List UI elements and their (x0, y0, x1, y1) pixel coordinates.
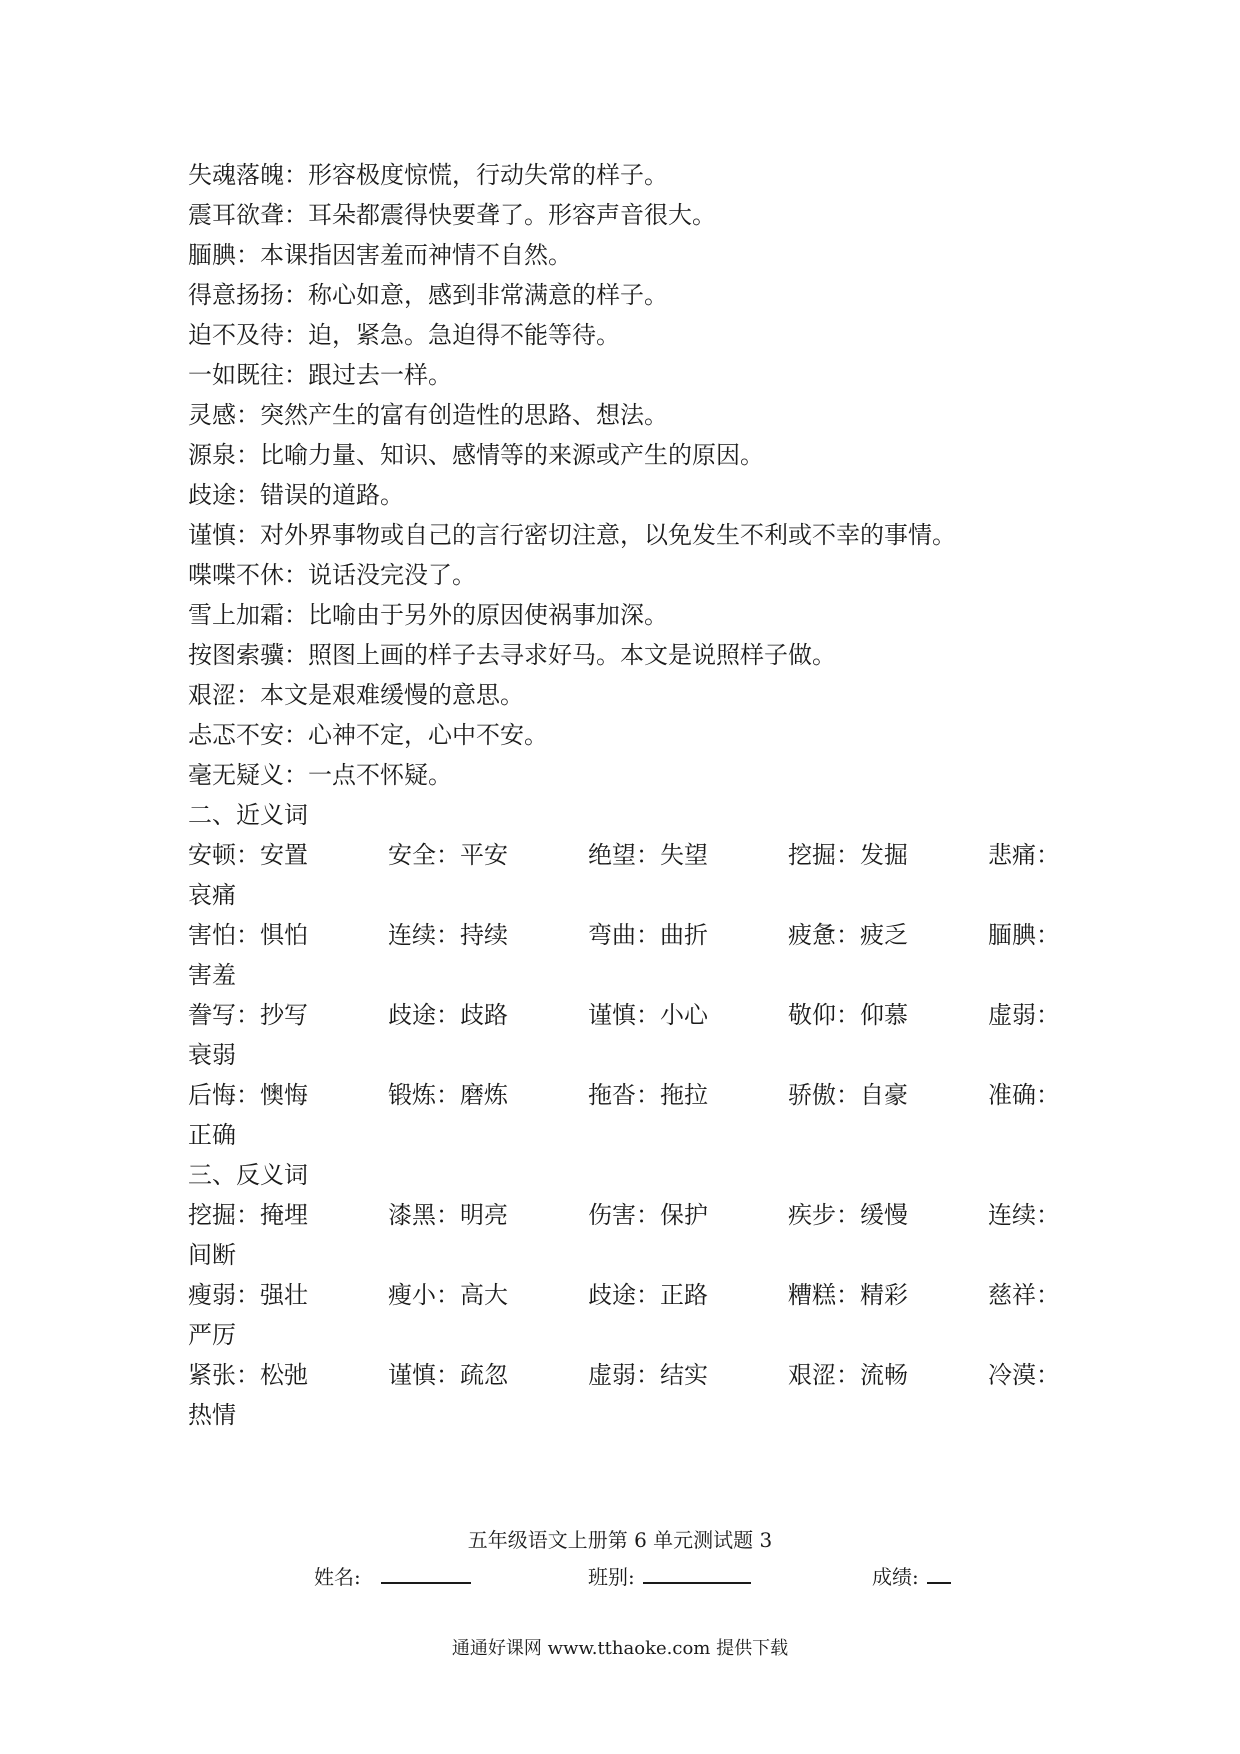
word-pair-continuation: 害羞 (188, 961, 236, 989)
definitions-list (188, 155, 1088, 795)
definition-line: 毫无疑义：一点不怀疑。 (188, 761, 452, 789)
word-pair: 连续： (988, 1201, 1060, 1229)
word-pair: 紧张：松弛 (188, 1361, 308, 1389)
antonyms-heading: 三、反义词 (188, 1161, 308, 1189)
content-body (188, 155, 1088, 1435)
word-pair: 连续：持续 (388, 921, 508, 949)
word-pair: 歧途：歧路 (388, 1001, 508, 1029)
word-pair: 挖掘：掩埋 (188, 1201, 308, 1229)
definition-line: 得意扬扬：称心如意，感到非常满意的样子。 (188, 281, 668, 309)
definition-line: 艰涩：本文是艰难缓慢的意思。 (188, 681, 524, 709)
word-pair: 漆黑：明亮 (388, 1201, 508, 1229)
word-pair-continuation: 热情 (188, 1401, 236, 1429)
word-pair: 誊写：抄写 (188, 1001, 308, 1029)
definition-line: 迫不及待：迫，紧急。急迫得不能等待。 (188, 321, 620, 349)
definition-line: 失魂落魄：形容极度惊慌，行动失常的样子。 (188, 161, 668, 189)
definition-line: 谨慎：对外界事物或自己的言行密切注意，以免发生不利或不幸的事情。 (188, 521, 956, 549)
test-fields (0, 1560, 1240, 1594)
word-pair: 害怕：惧怕 (188, 921, 308, 949)
word-pair-continuation: 严厉 (188, 1321, 236, 1349)
definition-line: 震耳欲聋：耳朵都震得快要聋了。形容声音很大。 (188, 201, 716, 229)
name-label: 姓名: (314, 1565, 361, 1589)
word-pair: 伤害：保护 (588, 1201, 708, 1229)
definition-line: 一如既往：跟过去一样。 (188, 361, 452, 389)
word-pair: 安全：平安 (388, 841, 508, 869)
word-pair: 骄傲：自豪 (788, 1081, 908, 1109)
test-title: 五年级语文上册第 6 单元测试题 3 (467, 1528, 773, 1552)
class-label: 班别: (588, 1565, 635, 1589)
word-pair: 疾步：缓慢 (788, 1201, 908, 1229)
word-pair: 艰涩：流畅 (788, 1361, 908, 1389)
definition-line: 雪上加霜：比喻由于另外的原因使祸事加深。 (188, 601, 668, 629)
antonyms-list (188, 1195, 1088, 1435)
word-pair: 谨慎：小心 (588, 1001, 708, 1029)
synonyms-row (188, 835, 1088, 875)
synonyms-heading: 二、近义词 (188, 801, 308, 829)
word-pair: 安顿：安置 (188, 841, 308, 869)
word-pair-continuation: 间断 (188, 1241, 236, 1269)
word-pair: 虚弱：结实 (588, 1361, 708, 1389)
word-pair: 瘦弱：强壮 (188, 1281, 308, 1309)
antonyms-row (188, 1275, 1088, 1315)
word-pair: 挖掘：发掘 (788, 841, 908, 869)
word-pair: 瘦小：高大 (388, 1281, 508, 1309)
definition-line: 忐忑不安：心神不定，心中不安。 (188, 721, 548, 749)
score-label: 成绩: (872, 1565, 919, 1589)
word-pair: 慈祥： (988, 1281, 1060, 1309)
word-pair: 冷漠： (988, 1361, 1060, 1389)
synonyms-row (188, 915, 1088, 955)
word-pair: 悲痛： (988, 841, 1060, 869)
word-pair: 后悔：懊悔 (188, 1081, 308, 1109)
synonyms-list (188, 835, 1088, 1155)
synonyms-row (188, 1075, 1088, 1115)
class-field (588, 1560, 751, 1590)
word-pair: 绝望：失望 (588, 841, 708, 869)
definition-line: 按图索骥：照图上画的样子去寻求好马。本文是说照样子做。 (188, 641, 836, 669)
footer-credit: 通通好课网 www.tthaoke.com 提供下载 (451, 1638, 789, 1659)
word-pair: 谨慎：疏忽 (388, 1361, 508, 1389)
word-pair-continuation: 正确 (188, 1121, 236, 1149)
word-pair: 虚弱： (988, 1001, 1060, 1029)
word-pair: 拖沓：拖拉 (588, 1081, 708, 1109)
antonyms-row (188, 1195, 1088, 1235)
word-pair-continuation: 衰弱 (188, 1041, 236, 1069)
antonyms-row (188, 1355, 1088, 1395)
score-blank[interactable] (927, 1560, 951, 1584)
word-pair: 糟糕：精彩 (788, 1281, 908, 1309)
word-pair: 疲惫：疲乏 (788, 921, 908, 949)
definition-line: 腼腆：本课指因害羞而神情不自然。 (188, 241, 572, 269)
name-blank[interactable] (381, 1560, 471, 1584)
name-field (314, 1560, 471, 1590)
score-field (872, 1560, 951, 1590)
word-pair: 准确： (988, 1081, 1060, 1109)
word-pair: 腼腆： (988, 921, 1060, 949)
definition-line: 歧途：错误的道路。 (188, 481, 404, 509)
word-pair: 歧途：正路 (588, 1281, 708, 1309)
word-pair: 锻炼：磨炼 (388, 1081, 508, 1109)
definition-line: 源泉：比喻力量、知识、感情等的来源或产生的原因。 (188, 441, 764, 469)
synonyms-row (188, 995, 1088, 1035)
word-pair: 敬仰：仰慕 (788, 1001, 908, 1029)
word-pair: 弯曲：曲折 (588, 921, 708, 949)
class-blank[interactable] (643, 1560, 751, 1584)
definition-line: 灵感：突然产生的富有创造性的思路、想法。 (188, 401, 668, 429)
definition-line: 喋喋不休：说话没完没了。 (188, 561, 476, 589)
word-pair-continuation: 哀痛 (188, 881, 236, 909)
